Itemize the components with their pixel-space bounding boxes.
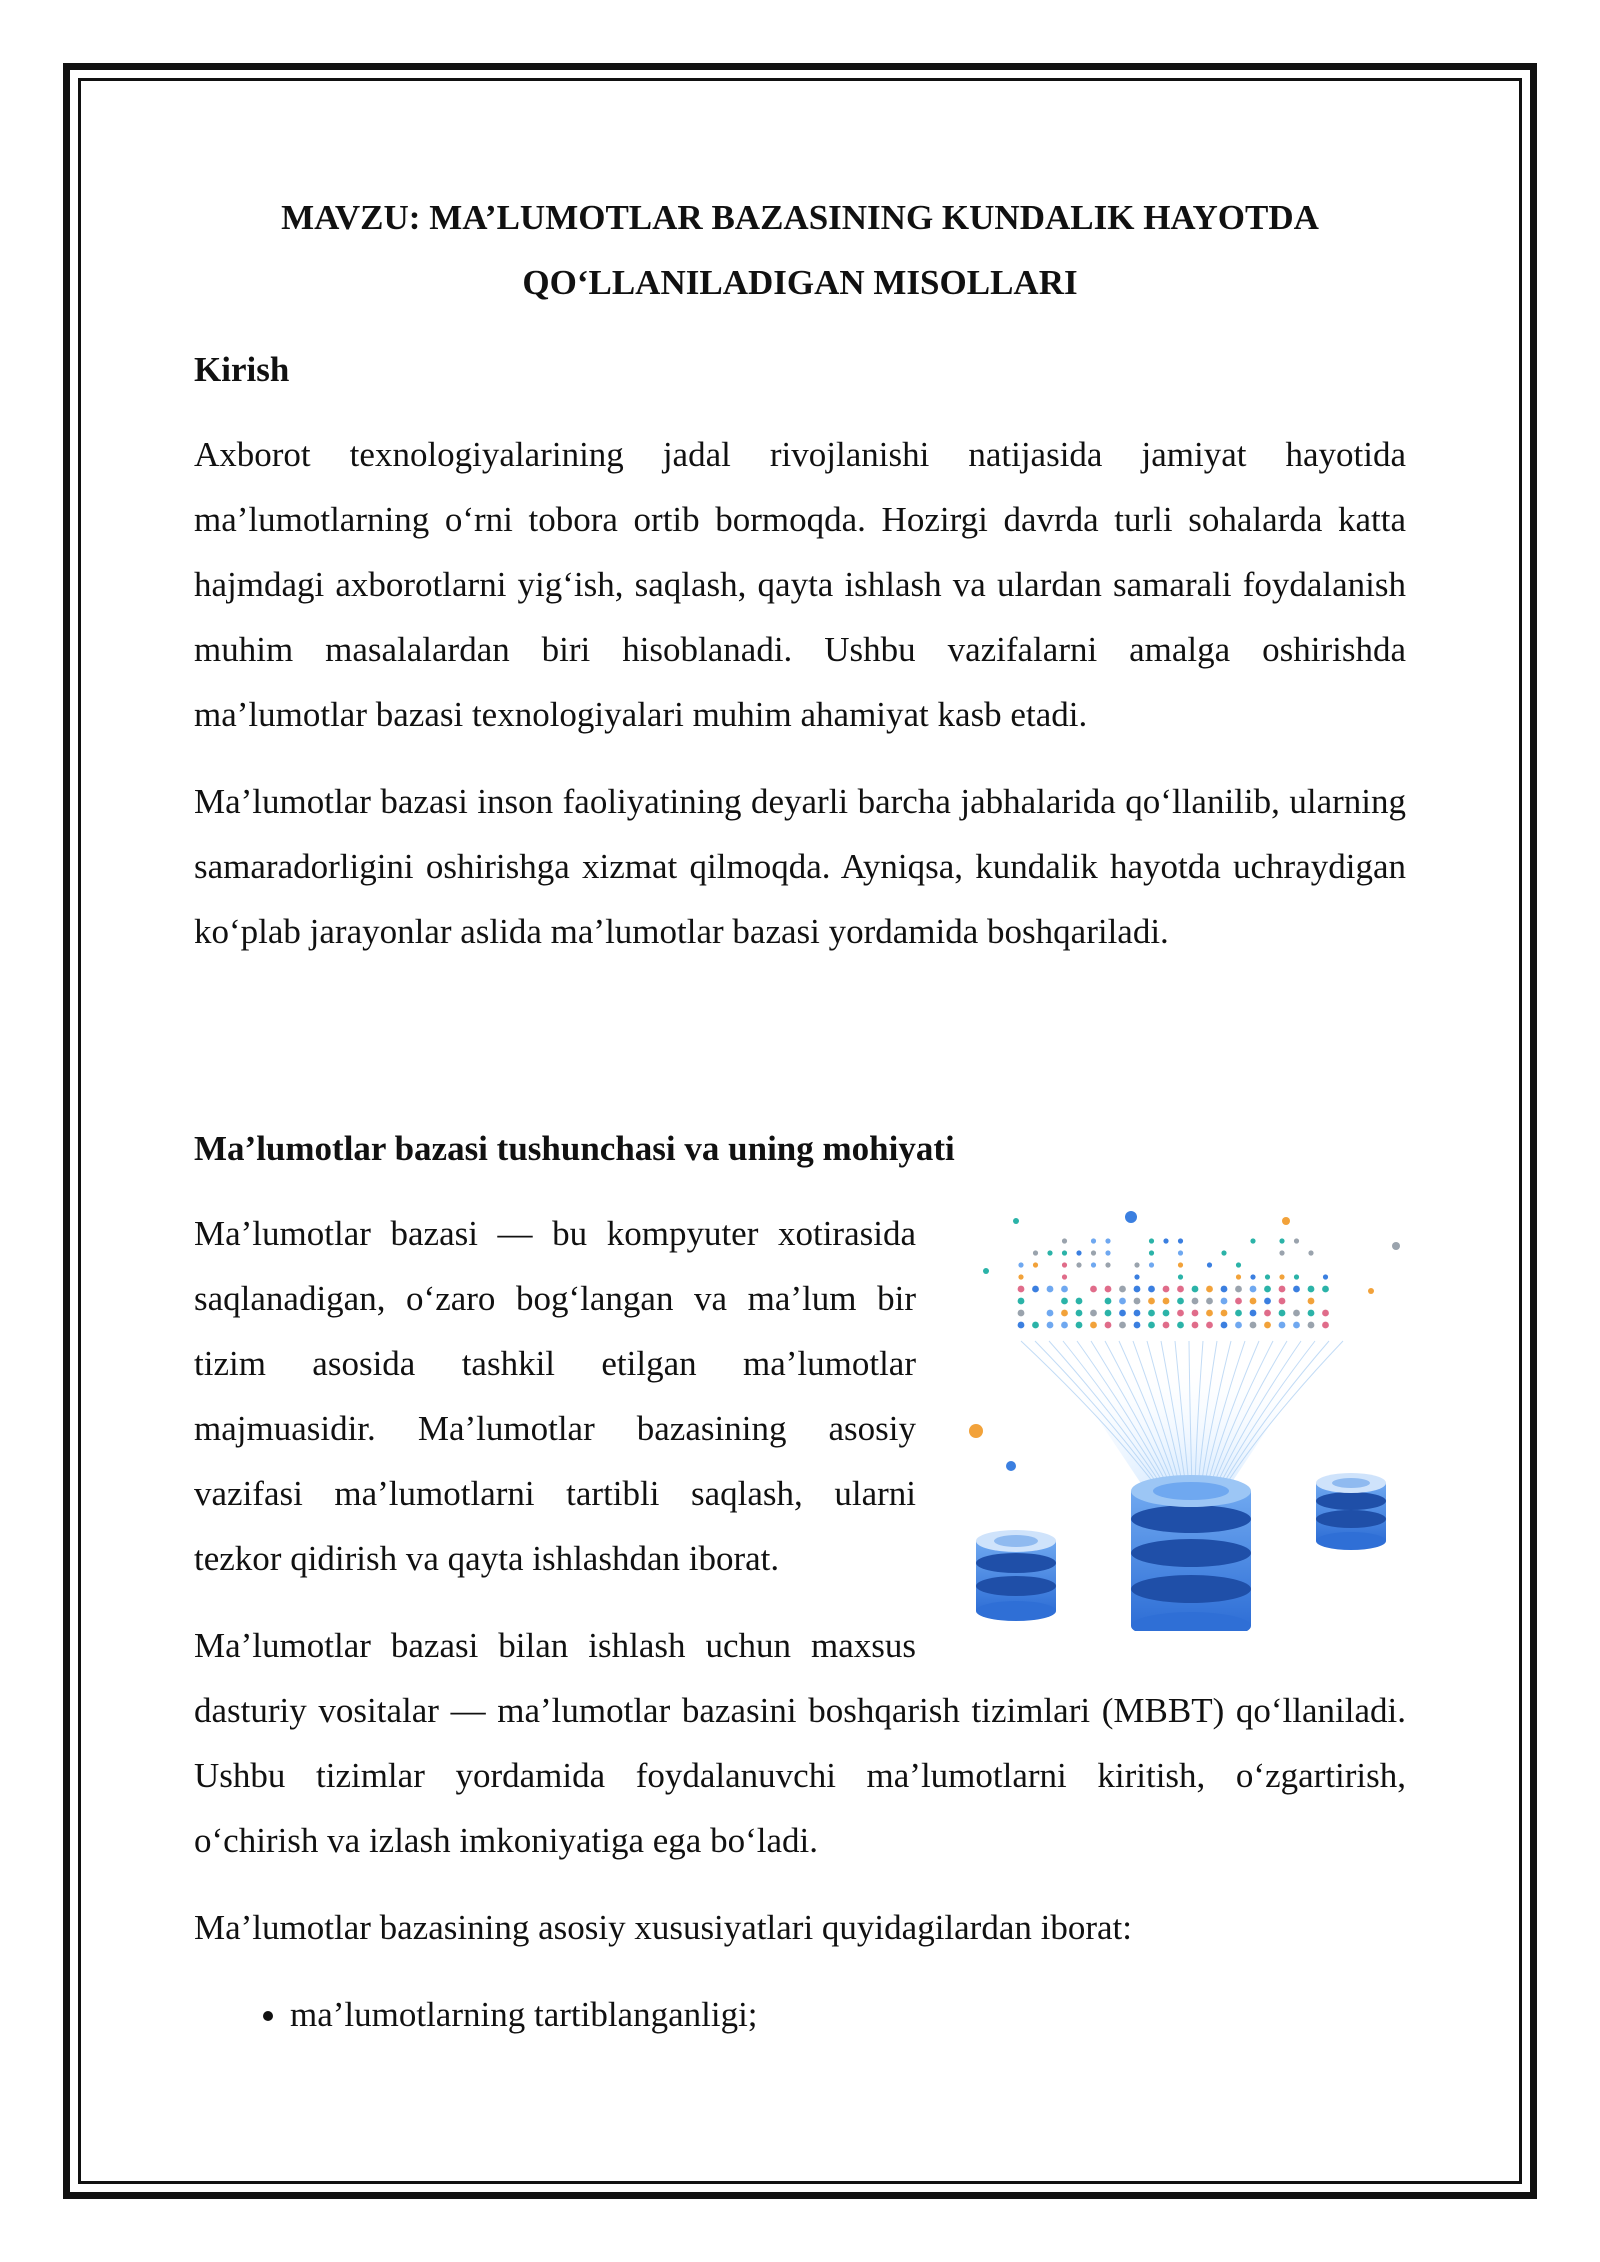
data-dot xyxy=(1308,1250,1313,1255)
data-dot xyxy=(1119,1286,1126,1293)
data-dot xyxy=(1322,1286,1329,1293)
data-dot xyxy=(1308,1310,1315,1317)
data-dot xyxy=(1134,1310,1141,1317)
data-dot xyxy=(1119,1322,1126,1329)
section1-paragraph-1: Ma’lumotlar bazasi — bu kompyuter xotirasida saqlanadigan, o‘zaro bog‘langan va ma’lum bir tizim asosida tashkil etilgan ma’lumotlar majmuasidir. Ma’lumotlar bazasining asosiy vazifasi ma’lumotlarni tartibli saqlash, ularni tezkor qidirish va qayta ishlashdan iborat. xyxy=(194,1214,916,1578)
data-dot xyxy=(1033,1262,1038,1267)
data-dot xyxy=(1090,1322,1097,1329)
central-database-stack xyxy=(1131,1475,1251,1631)
data-dot xyxy=(1134,1274,1139,1279)
data-dot xyxy=(1163,1310,1170,1317)
data-dot xyxy=(1149,1262,1154,1267)
data-dot xyxy=(1076,1310,1083,1317)
data-dot xyxy=(1206,1310,1213,1317)
data-dot xyxy=(1134,1298,1141,1305)
data-dot xyxy=(1235,1310,1242,1317)
data-dot xyxy=(1062,1274,1067,1279)
list-item: • ma’lumotlarning tartiblanganligi; xyxy=(290,1982,1406,2047)
data-dot xyxy=(1148,1286,1155,1293)
data-dot xyxy=(1090,1286,1097,1293)
data-dot xyxy=(1076,1262,1081,1267)
data-dot xyxy=(1032,1322,1039,1329)
data-dot xyxy=(1134,1322,1141,1329)
data-dot xyxy=(1032,1286,1039,1293)
document-title xyxy=(194,185,1406,315)
data-dot xyxy=(1047,1310,1054,1317)
data-dot xyxy=(1061,1298,1068,1305)
data-dot xyxy=(1192,1310,1199,1317)
data-dot xyxy=(1279,1286,1286,1293)
data-dot xyxy=(1105,1250,1110,1255)
data-dots xyxy=(1018,1238,1329,1328)
data-dot xyxy=(1149,1238,1154,1243)
data-dot xyxy=(1163,1322,1170,1329)
data-dot xyxy=(1293,1310,1300,1317)
data-dot xyxy=(1206,1298,1213,1305)
data-dot xyxy=(1250,1238,1255,1243)
data-dot xyxy=(1235,1286,1242,1293)
data-dot xyxy=(1235,1298,1242,1305)
data-dot xyxy=(1250,1322,1257,1329)
data-dot xyxy=(1236,1274,1241,1279)
data-dot xyxy=(1148,1298,1155,1305)
data-dot xyxy=(1250,1298,1257,1305)
data-dot xyxy=(1091,1238,1096,1243)
data-dot xyxy=(1018,1322,1025,1329)
data-dot xyxy=(1279,1298,1286,1305)
data-dot xyxy=(1279,1238,1284,1243)
data-dot xyxy=(1250,1286,1257,1293)
data-dot xyxy=(1294,1274,1299,1279)
data-dot xyxy=(1076,1250,1081,1255)
data-dot xyxy=(1105,1298,1112,1305)
data-dot xyxy=(1018,1262,1023,1267)
data-dot xyxy=(1323,1274,1328,1279)
section1-heading: Ma’lumotlar bazasi tushunchasi va uning mohiyati xyxy=(194,1129,955,1168)
data-dot xyxy=(1293,1286,1300,1293)
data-dot xyxy=(1279,1274,1284,1279)
data-dot xyxy=(1250,1310,1257,1317)
database-illustration xyxy=(956,1201,1416,1631)
data-dot xyxy=(1192,1298,1199,1305)
data-dot xyxy=(1178,1238,1183,1243)
data-dot xyxy=(1221,1298,1228,1305)
data-dot xyxy=(1134,1262,1139,1267)
data-dot xyxy=(1163,1298,1170,1305)
data-dot xyxy=(1322,1310,1329,1317)
data-dot xyxy=(1177,1286,1184,1293)
data-dot xyxy=(1207,1262,1212,1267)
data-dot xyxy=(1018,1298,1025,1305)
data-dot xyxy=(1308,1298,1315,1305)
data-dot xyxy=(1105,1322,1112,1329)
data-dot xyxy=(1221,1286,1228,1293)
data-dot xyxy=(1062,1250,1067,1255)
title-line-2: QO‘LLANILADIGAN MISOLLARI xyxy=(522,263,1078,302)
data-dot xyxy=(1221,1250,1226,1255)
data-dot xyxy=(1061,1286,1068,1293)
data-dot xyxy=(1322,1322,1329,1329)
data-dot xyxy=(1105,1286,1112,1293)
data-dot xyxy=(1061,1310,1068,1317)
title-line-1: MAVZU: MA’LUMOTLAR BAZASINING KUNDALIK HAYOTDA xyxy=(281,198,1319,237)
data-dot xyxy=(1105,1238,1110,1243)
data-dot xyxy=(1279,1322,1286,1329)
data-dot xyxy=(1047,1286,1054,1293)
data-dot xyxy=(1178,1262,1183,1267)
data-dot xyxy=(1206,1322,1213,1329)
properties-list xyxy=(194,1982,1406,2047)
document-body xyxy=(194,185,1406,2047)
section1-paragraph-3: Ma’lumotlar bazasining asosiy xususiyatlari quyidagilardan iborat: xyxy=(194,1908,1132,1947)
data-dot xyxy=(1091,1262,1096,1267)
data-dot xyxy=(1178,1274,1183,1279)
data-dot xyxy=(1149,1250,1154,1255)
data-dot xyxy=(1090,1310,1097,1317)
data-dot xyxy=(1033,1250,1038,1255)
data-dot xyxy=(1091,1250,1096,1255)
section1-paragraph-2: Ma’lumotlar bazasi bilan ishlash uchun maxsus dasturiy vositalar — ma’lumotlar bazasini boshqarish tizimlari (MBBT) qo‘llaniladi. Ushbu tizimlar yordamida foydalanuvchi ma’lumotlarni kiritish, o‘zgartirish, o‘chirish va izlash imkoniyatiga ega bo‘ladi. xyxy=(194,1626,1406,1860)
data-dot xyxy=(1192,1286,1199,1293)
data-dot xyxy=(1061,1322,1068,1329)
data-dot xyxy=(1250,1274,1255,1279)
data-dot xyxy=(1294,1238,1299,1243)
data-dot xyxy=(1119,1310,1126,1317)
data-dot xyxy=(1062,1238,1067,1243)
data-beam xyxy=(1046,1341,1326,1491)
data-dot xyxy=(1264,1286,1271,1293)
data-dot xyxy=(1308,1322,1315,1329)
data-dot xyxy=(1047,1322,1054,1329)
data-dot xyxy=(1047,1250,1052,1255)
data-dot xyxy=(1206,1286,1213,1293)
data-dot xyxy=(1265,1274,1270,1279)
data-dot xyxy=(1177,1322,1184,1329)
data-dot xyxy=(1062,1262,1067,1267)
data-dot xyxy=(1018,1310,1025,1317)
data-dot xyxy=(1293,1322,1300,1329)
data-dot xyxy=(1119,1298,1126,1305)
data-dot xyxy=(1148,1310,1155,1317)
data-dot xyxy=(1177,1310,1184,1317)
left-database-stack xyxy=(976,1530,1056,1621)
data-dot xyxy=(1192,1322,1199,1329)
data-dot xyxy=(1178,1250,1183,1255)
database-illustration-icon xyxy=(956,1201,1416,1631)
data-dot xyxy=(1221,1310,1228,1317)
data-dot xyxy=(1264,1322,1271,1329)
data-dot xyxy=(1221,1322,1228,1329)
data-dot xyxy=(1163,1238,1168,1243)
data-dot xyxy=(1105,1262,1110,1267)
data-dot xyxy=(1076,1322,1083,1329)
data-dot xyxy=(1279,1250,1284,1255)
data-dot xyxy=(1279,1310,1286,1317)
data-dot xyxy=(1264,1310,1271,1317)
data-dot xyxy=(1018,1286,1025,1293)
data-dot xyxy=(1105,1310,1112,1317)
intro-paragraph-2: Ma’lumotlar bazasi inson faoliyatining deyarli barcha jabhalarida qo‘llanilib, ularning samaradorligini oshirishga xizmat qilmoqda. Ayniqsa, kundalik hayotda uchraydigan ko‘plab jarayonlar aslida ma’lumotlar bazasi yordamida boshqariladi. xyxy=(194,782,1406,951)
right-database-stack xyxy=(1316,1473,1386,1550)
data-dot xyxy=(1148,1322,1155,1329)
data-dot xyxy=(1264,1298,1271,1305)
data-dot xyxy=(1308,1286,1315,1293)
data-dot xyxy=(1076,1298,1083,1305)
data-dot xyxy=(1235,1322,1242,1329)
intro-paragraph-1: Axborot texnologiyalarining jadal rivojlanishi natijasida jamiyat hayotida ma’lumotlarning o‘rni tobora ortib bormoqda. Hozirgi davrda turli sohalarda katta hajmdagi axborotlarni yig‘ish, saqlash, qayta ishlash va ulardan samarali foydalanish muhim masalalardan biri hisoblanadi. Ushbu vazifalarni amalga oshirishda ma’lumotlar bazasi texnologiyalari muhim ahamiyat kasb etadi. xyxy=(194,435,1406,734)
data-dot xyxy=(1134,1286,1141,1293)
data-dot xyxy=(1163,1286,1170,1293)
data-dot xyxy=(1018,1274,1023,1279)
data-dot xyxy=(1236,1262,1241,1267)
section-spacer xyxy=(194,986,1406,1116)
data-dot xyxy=(1177,1298,1184,1305)
intro-heading: Kirish xyxy=(194,350,290,389)
